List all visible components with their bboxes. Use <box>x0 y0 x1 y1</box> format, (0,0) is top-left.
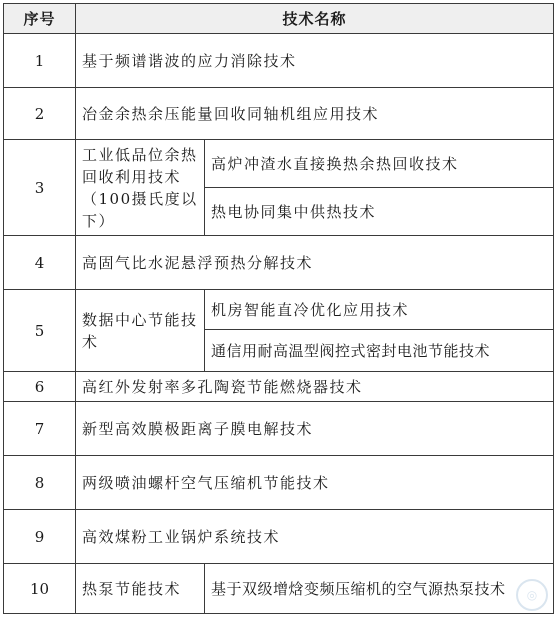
table-row <box>4 402 554 456</box>
row-number: 8 <box>4 456 76 510</box>
table-row <box>4 140 554 188</box>
row-number: 3 <box>4 140 76 236</box>
sub-tech-name: 通信用耐高温型阀控式密封电池节能技术 <box>205 330 554 372</box>
table-row <box>4 88 554 140</box>
table-row <box>4 290 554 330</box>
table-row <box>4 236 554 290</box>
table-row <box>4 510 554 564</box>
header-number: 序号 <box>4 4 76 34</box>
row-number: 1 <box>4 34 76 88</box>
row-number: 2 <box>4 88 76 140</box>
tech-name: 两级喷油螺杆空气压缩机节能技术 <box>76 456 554 510</box>
tech-group-name: 热泵节能技术 <box>76 564 205 614</box>
header-tech-name: 技术名称 <box>76 4 554 34</box>
table-header-row <box>4 4 554 34</box>
row-number: 9 <box>4 510 76 564</box>
tech-group-name: 工业低品位余热回收利用技术（100摄氏度以下） <box>76 140 205 236</box>
tech-name: 新型高效膜极距离子膜电解技术 <box>76 402 554 456</box>
row-number: 4 <box>4 236 76 290</box>
tech-name: 高效煤粉工业锅炉系统技术 <box>76 510 554 564</box>
table-row <box>4 34 554 88</box>
table-row <box>4 372 554 402</box>
sub-tech-name: 基于双级增焓变频压缩机的空气源热泵技术 <box>205 564 554 614</box>
row-number: 7 <box>4 402 76 456</box>
sub-tech-name: 热电协同集中供热技术 <box>205 188 554 236</box>
tech-group-name: 数据中心节能技术 <box>76 290 205 372</box>
technology-table <box>3 3 554 614</box>
row-number: 5 <box>4 290 76 372</box>
sub-tech-name: 机房智能直冷优化应用技术 <box>205 290 554 330</box>
tech-name: 基于频谱谐波的应力消除技术 <box>76 34 554 88</box>
watermark-icon: ◎ <box>516 579 548 611</box>
table-row <box>4 564 554 614</box>
row-number: 6 <box>4 372 76 402</box>
sub-tech-name: 高炉冲渣水直接换热余热回收技术 <box>205 140 554 188</box>
row-number: 10 <box>4 564 76 614</box>
tech-name: 高红外发射率多孔陶瓷节能燃烧器技术 <box>76 372 554 402</box>
tech-name: 冶金余热余压能量回收同轴机组应用技术 <box>76 88 554 140</box>
tech-name: 高固气比水泥悬浮预热分解技术 <box>76 236 554 290</box>
table-row <box>4 456 554 510</box>
